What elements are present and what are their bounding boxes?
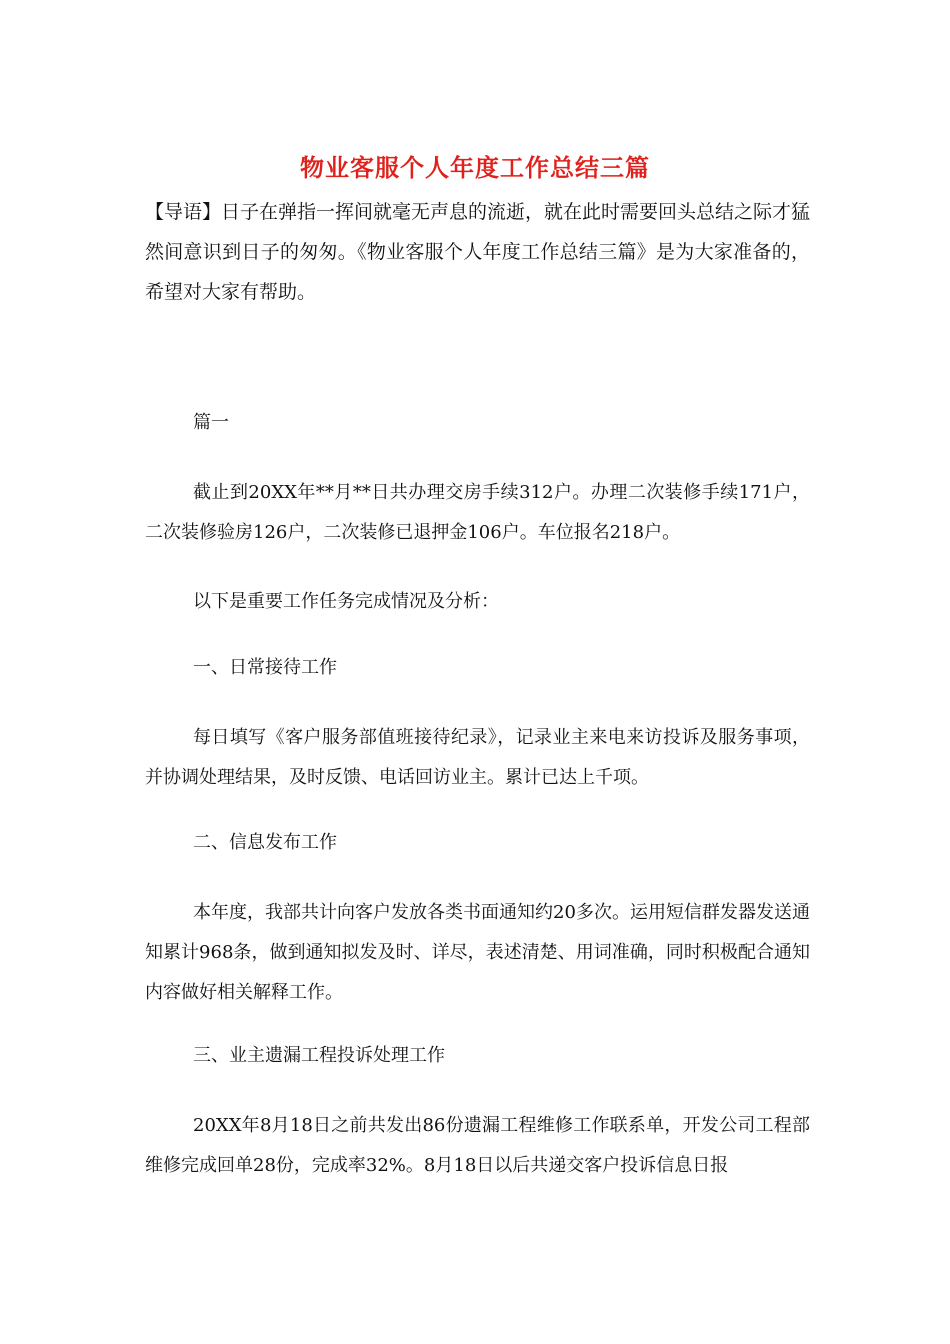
- section-heading-daily-reception: 一、日常接待工作: [193, 657, 337, 678]
- section-heading-info-release: 二、信息发布工作: [193, 832, 337, 853]
- section-heading-complaint-handling: 三、业主遗漏工程投诉处理工作: [193, 1045, 445, 1066]
- body-paragraph-daily-reception: 每日填写《客户服务部值班接待纪录》，记录业主来电来访投诉及服务事项，并协调处理结果，及时反馈、电话回访业主。累计已达上千项。: [145, 727, 810, 788]
- body-paragraph-complaint-handling: 20XX年8月18日之前共发出86份遗漏工程维修工作联系单，开发公司工程部维修完成回单28份，完成率32%。8月18日以后共递交客户投诉信息日报: [145, 1115, 810, 1176]
- body-paragraph-info-release: 本年度，我部共计向客户发放各类书面通知约20多次。运用短信群发器发送通知累计968条，做到通知拟发及时、详尽，表述清楚、用词准确，同时积极配合通知内容做好相关解释工作。: [145, 902, 810, 1003]
- section-heading-part-one: 篇一: [193, 412, 229, 433]
- body-paragraph-summary-intro: 以下是重要工作任务完成情况及分析：: [193, 591, 499, 612]
- intro-paragraph: 【导语】日子在弹指一挥间就毫无声息的流逝，就在此时需要回头总结之际才猛然间意识到日子的匆匆。《物业客服个人年度工作总结三篇》是为大家准备的，希望对大家有帮助。: [145, 201, 811, 303]
- document-title: 物业客服个人年度工作总结三篇: [300, 153, 650, 182]
- body-paragraph-handover-stats: 截止到20XX年**月**日共办理交房手续312户。办理二次装修手续171户，二次装修验房126户，二次装修已退押金106户。车位报名218户。: [145, 482, 810, 543]
